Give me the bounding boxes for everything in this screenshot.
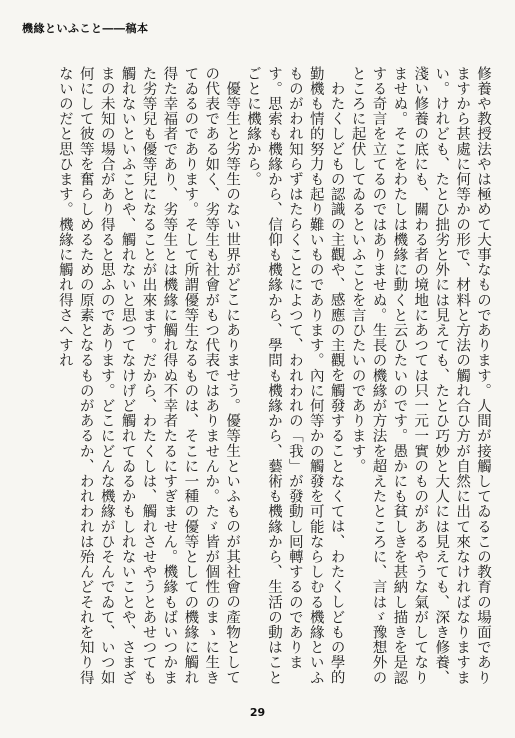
running-header: 機緣といふこと――稿本 bbox=[22, 22, 149, 35]
page-number: 29 bbox=[249, 706, 266, 719]
body-text bbox=[19, 66, 493, 686]
paragraph-3: 優等生と劣等生のない世界がどこにありませう。優等生といふものが其社會の產物としての代表である如く、劣等生も社會がもつ代表ではありませんか。たゞ皆が個性のまゝに生きてゐるのであります。そして所謂優等生なるものは、そこに一種の優等としての機緣に觸れ得た幸福者であり、劣等生とは機緣に觸れ得ぬ不幸者たるにすぎません。機緣もばいつかまた劣等兒も優等兒になることが出來ます。だから、わたくしは、觸れさせやうとあせつても觸れないといふことや、觸れないと思つてなけげど觸れてゐるかもしれないことや、さまざまの未知の場合があり得ると思ふのであります。どこにどんな機緣がひそんでゐて、いつ如何にして彼等を奮らしめるための原素となるものがあるか、われわれは殆んどそれを知り得ないのだと思ひます。機緣に觸れ得さへすれ bbox=[56, 66, 241, 686]
paragraph-1: 修養や教授法や​は極めて大事なものであります。人間が接觸してゐるこの教育の場面でありますから甚處に何等かの形で、材料と方法の觸れ合ひ方が自然に出て來なければなりますまい。けれども、たとひ拙劣と外には見えても、たとひ巧妙と大人には見えても、深き修養、淺い修養の底にも、關わる者の境地にあつては只一元一實のものがあるやうな氣がしてなりませぬ。そこをわたしは機緣に動くと云ひたいのです。愚かにも貧しきを甚納し描きを是認する奇言を立てるのではありませぬ。生長の機緣が方法を超えたところに、言はゞ豫想外のところに起伏してゐるといふことを言ひたいのであります。 bbox=[349, 66, 491, 686]
paragraph-2: わたくしどもの認識の主觀や、感應の主觀を觸發することなくては、わたくしどもの學的勤機も情的努力も起り難いものであります。內に何等かの觸發を可能ならしむる機緣といふものがわれ知らずはたらくことによつて、われわれの「我」が發動し囘轉するのであります。思索も機緣から、信仰も機緣から、學問も機緣から、藝術も機緣から、生活の動はことごとに機緣から。 bbox=[245, 66, 345, 686]
